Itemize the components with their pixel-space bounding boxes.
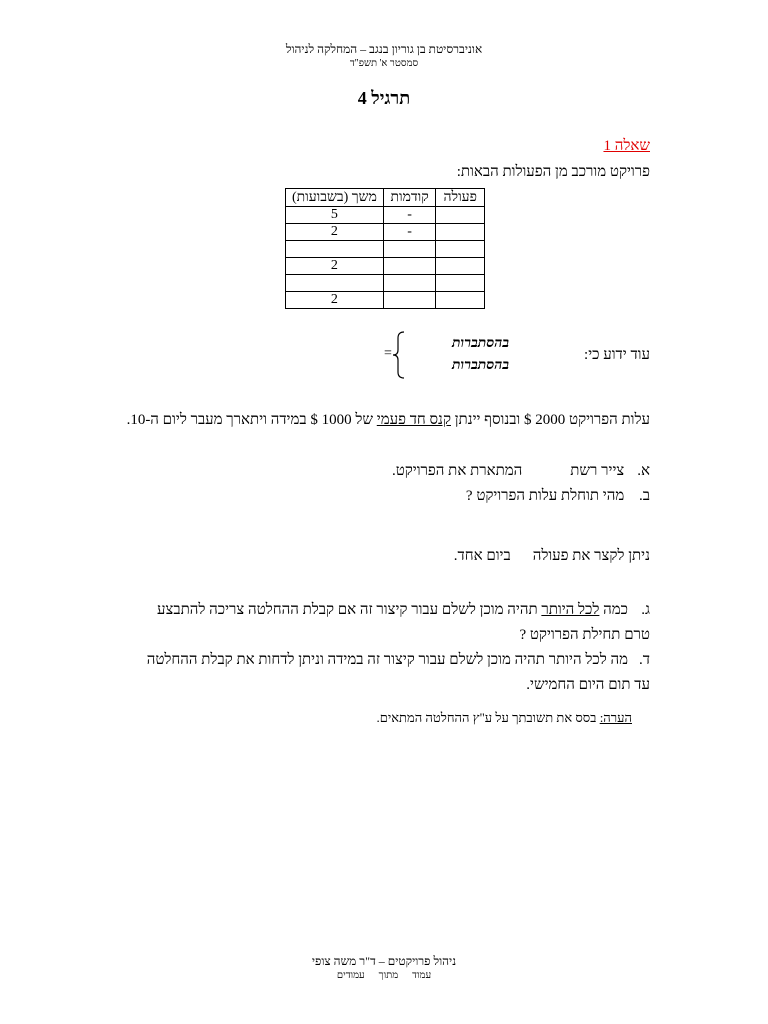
footer-page-info <box>0 970 768 981</box>
item-g-text-pre: כמה <box>599 602 628 618</box>
question-title: שאלה 1 <box>603 138 650 154</box>
table-header-predecessors: קודמות <box>383 189 436 207</box>
left-brace-icon <box>392 330 406 380</box>
table-row <box>286 241 485 258</box>
item-g-text-emphasis: לכל היותר <box>541 602 600 618</box>
cost-text-penalty: קנס חד פעמי <box>376 412 451 428</box>
table-cell: - <box>383 207 436 224</box>
table-cell <box>286 275 384 292</box>
footer-page-label: עמוד <box>412 970 432 981</box>
note <box>376 710 632 726</box>
page-title: תרגיל 4 <box>357 88 411 108</box>
item-g-text-post: תהיה מוכן לשלם עבור קיצור זה אם קבלת ההחלטה צריכה להתבצע טרם תחילת הפרויקט ? <box>157 602 650 643</box>
table-cell: 5 <box>286 207 384 224</box>
question-intro: פרויקט מורכב מן הפעולות הבאות: <box>456 164 650 180</box>
table-row <box>286 292 485 309</box>
table-cell: - <box>383 224 436 241</box>
cost-text-post: של 1000 $ במידה ויתארך מעבר ליום ה-10. <box>126 412 377 428</box>
footer-pages-label: עמודים <box>336 970 365 981</box>
item-d <box>140 648 650 698</box>
table-cell <box>383 275 436 292</box>
item-a-text: צייר רשת <box>570 463 625 479</box>
table-cell: 2 <box>286 292 384 309</box>
table-cell <box>286 241 384 258</box>
table-cell <box>436 275 485 292</box>
table-row <box>286 275 485 292</box>
reduce-text-pre: ניתן לקצר את פעולה <box>532 548 650 564</box>
table-row <box>286 258 485 275</box>
known-label: עוד ידוע כי: <box>584 347 650 363</box>
table-header-duration: משך (בשבועות) <box>286 189 384 207</box>
table-cell: 2 <box>286 258 384 275</box>
item-a-label: א. <box>637 463 650 479</box>
item-g-label: ג. <box>641 602 650 618</box>
header-semester: סמסטר א' תשפ"ד <box>349 58 419 69</box>
note-text: בסס את תשובתך על ע"ץ ההחלטה המתאים. <box>376 710 600 725</box>
item-d-text: מה לכל היותר תהיה מוכן לשלם עבור קיצור זה במידה וניתן לדחות את קבלת ההחלטה עד תום היום החמישי. <box>146 652 650 693</box>
table-header-row <box>286 189 485 207</box>
table-cell <box>383 292 436 309</box>
table-cell <box>436 258 485 275</box>
reduce-statement <box>454 548 650 565</box>
header-institution: אוניברסיטת בן גוריון בנגב – המחלקה לניהול <box>285 42 483 56</box>
item-g <box>140 598 650 648</box>
table-row <box>286 224 485 241</box>
equals-sign: = <box>384 346 392 361</box>
item-d-label: ד. <box>639 652 650 668</box>
table-cell <box>383 241 436 258</box>
cost-text-pre: עלות הפרויקט 2000 $ ובנוסף יינתן <box>450 412 650 428</box>
table-cell <box>436 292 485 309</box>
table-cell: 2 <box>286 224 384 241</box>
note-label: הערה: <box>599 710 632 725</box>
item-b-text: מהי תוחלת עלות הפרויקט ? <box>465 488 625 504</box>
probability-line-1: בהסתברות <box>452 336 510 351</box>
footer-of-label: מתוך <box>378 970 399 981</box>
table-cell <box>436 224 485 241</box>
table-row <box>286 207 485 224</box>
item-b-label: ב. <box>639 488 650 504</box>
table-cell <box>436 207 485 224</box>
reduce-text-post: ביום אחד. <box>453 548 511 564</box>
footer-course: ניהול פרויקטים – ד"ר משה צופי <box>311 954 457 968</box>
table-header-activity: פעולה <box>436 189 485 207</box>
table-cell <box>436 241 485 258</box>
item-a <box>392 463 650 480</box>
item-a-text-cont: המתארת את הפרויקט. <box>391 463 523 479</box>
activities-table <box>285 188 485 309</box>
table-cell <box>383 258 436 275</box>
probability-line-2: בהסתברות <box>452 358 510 373</box>
item-b <box>466 488 650 505</box>
cost-statement <box>127 412 650 429</box>
